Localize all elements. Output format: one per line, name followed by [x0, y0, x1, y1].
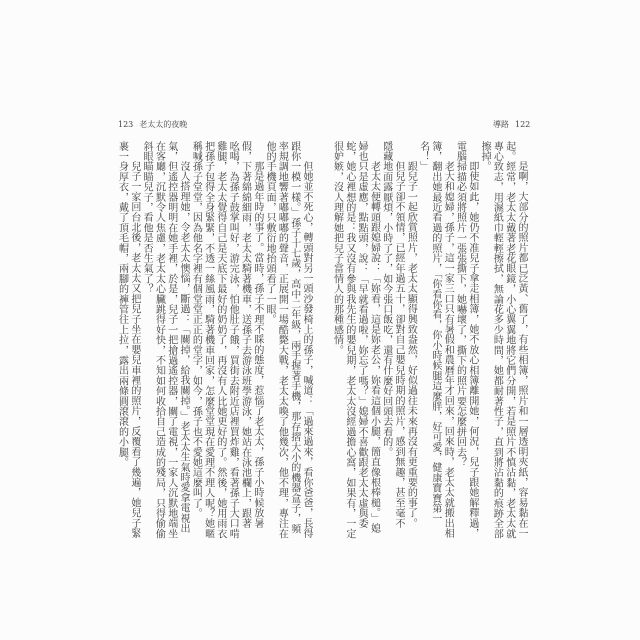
text-column: 在客廳，沉默令人焦慮，老太太心臟跳得好快，不知如何收拾自己造成的殘局，只得偷偷 — [153, 141, 165, 539]
text-column: 跟你一模一樣。」孫子十七歲，高中二年級，兩手握著手機，那存摺大小的機器盒子，頻 — [288, 141, 300, 534]
text-column: 斜眼瞄瞄兒子，看他是否生氣了？ — [141, 141, 153, 294]
text-column: 但兒子卻不領情，已經年過五十，卻對自己嬰兒時期的照片，感到無趣，甚至毫不 — [393, 161, 405, 529]
right-page-number: 122 — [515, 120, 531, 129]
text-column: 兒子一家回台北後，老太太又把兒子坐在嬰兒車裡的照片，反覆看了幾遍，她兒子緊 — [128, 161, 140, 539]
right-running-title: 導路 — [493, 120, 509, 129]
text-column: 那是過年時的事了。當時，孫子不理不睬的態度，惹惱了老太太，孫子小時候放暑 — [251, 161, 263, 529]
text-column: 蛇，她心裡想的是：我又沒有參與我先生的嬰兒期，老太太沒經過擔心窩，如果有，一定 — [343, 141, 355, 539]
text-column: 老大和媳婦，孫子，這一家三口只有暑假和農曆年才回來，回來時，老太太就搬出相 — [442, 161, 454, 539]
text-column: 稱喊孫子堂堂，因為他名字裡有個堂堂正正的堂字，如今，孫子也不愛她這麼叫了。 — [190, 141, 202, 519]
text-column: 擦掉。 — [479, 141, 491, 172]
text-column: 他的手機頁面，只敷衍地抬頭看了一眼。 — [264, 141, 276, 325]
text-column: 名！」 — [417, 141, 429, 172]
text-column: 雞腿，老太太覺得自己是天底下最好的奶奶了，再沒有人比她更好的了。然後，她用雨衣 — [214, 141, 226, 539]
right-page-body — [329, 141, 527, 539]
text-column: 氣，但遙控器明明在她手裡，於是，兒子一把搶過遙控器，關了電視，一家人沉默地端坐 — [165, 141, 177, 539]
text-column: 把孫子包得全身緊緊，不透一絲風雨，騎著機車回家，怎麼堂堂現在愛理不理人呢？她暱 — [202, 141, 214, 539]
text-column: 隱藏地面露厭煩，小時了了，如今張口飯吃，還有什麼好回頭去看的。 — [380, 141, 392, 458]
text-column: 起。經常，老太太戴著老花眼鏡，小心翼翼地將它們分開，若是照片不慎沾黏，老太太就 — [503, 141, 515, 539]
text-column: 率規調地響著嘟嘟嘟的聲音，正展開一場酷斃大戰，老太太喚了他幾次，他不理，專注在 — [276, 141, 288, 539]
text-column: 專心致志，用濕紙巾輕輕擦拭，無論花多少時間，她都耐著性子，直到將沾黏的痕跡全部 — [491, 141, 503, 539]
text-column: 即使如此，她仍不准兒子拿走相簿，她不放心相簿離開她，何況，兒子跟她解釋過， — [466, 161, 478, 539]
text-column: 跟兒子一起欣賞照片，老太太顯得興致盎然，好似過往未來再沒有更重要的事了。 — [405, 161, 417, 529]
text-column: 很妒嫉，沒人理解她把兒子當情人的那種感情。 — [331, 141, 343, 356]
left-page-header — [118, 119, 193, 130]
right-page-header — [493, 119, 536, 130]
text-column: 婦也只是虛應，點點頭，說：「早就看過啦，妳忘了嗎？」媳婦不喜歡跟老太太虛與委 — [356, 141, 368, 529]
left-running-title: 老太太的夜晚 — [139, 120, 188, 129]
text-column: 沒人搭理她，令老太太懊惱，斷過：「關掉，給我關掉。」老太太生氣時愛拿電視出 — [178, 161, 190, 534]
text-column: 但她並不死心，轉頭對另一頭沙發椅上的孫子，喊道：「過來過來，看你爸爸，長得 — [301, 161, 312, 539]
text-column: 裹一身厚衣，戴了頂毛帽，兩腳的褲管往上拉，露出兩條圓滾滾的小腿。 — [116, 141, 128, 468]
left-page-body — [114, 141, 312, 539]
text-column: 電腦掃描必須將照片一張張撕下，她嚇壞了，撕下的照片要怎麼拼回去？ — [454, 141, 466, 468]
text-column: 是啊，大部分的照片都已泛黃、舊了，有些相簿，照片和一層透明夾紙，容易黏在一 — [516, 161, 527, 539]
text-column: 吆喝，為孫子鼓掌叫好，游完泳，怕他肚子餓，買街去附近店裡買炸雞，看著孫子大口啃 — [227, 141, 239, 539]
text-column: 老太太便轉頭跟媳婦說：「妳看，這是妳老公，妳看這個小腿，簡直像根棒槌。」媳 — [368, 161, 380, 534]
text-column: 假，下著綿綿細雨，老太太騎著機車，送孫子去游泳班學游泳，她站在泳池欄上，跟著 — [239, 141, 251, 529]
text-column: 簿，翻出她最近看過的照片，「你看你看，你小時候腿這麼胖，好可愛，健康寶寶第一 — [429, 141, 441, 524]
left-page-number: 123 — [118, 120, 134, 129]
